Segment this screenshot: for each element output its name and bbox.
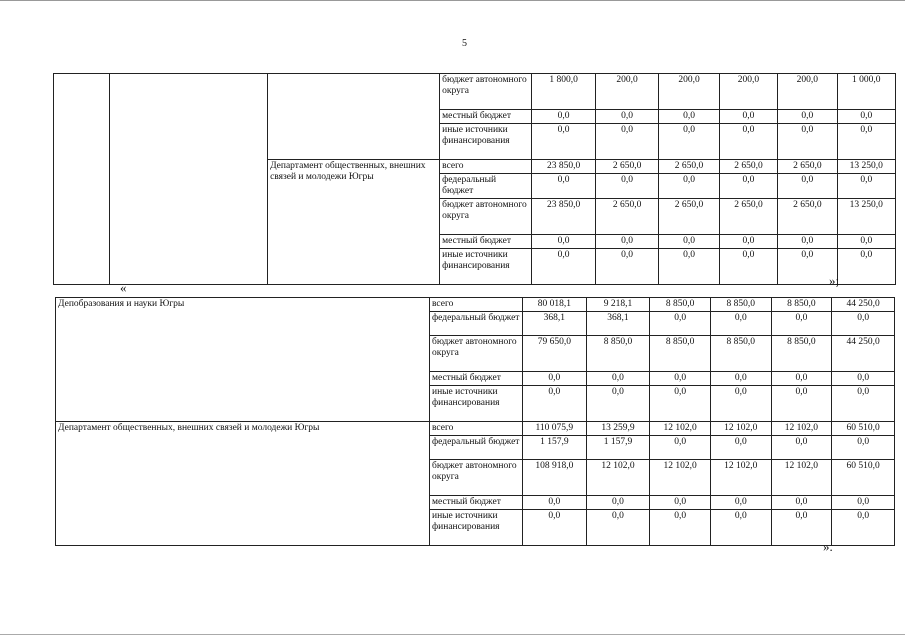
- funding-source: местный бюджет: [440, 110, 532, 124]
- department-name: Департамент общественных, внешних связей и молодежи Югры: [56, 422, 430, 546]
- value-cell: 200,0: [659, 74, 719, 110]
- value-cell: 13 250,0: [837, 199, 895, 235]
- value-cell: 0,0: [586, 496, 650, 510]
- funding-source: местный бюджет: [440, 235, 532, 249]
- value-cell: 0,0: [778, 124, 837, 160]
- value-cell: 0,0: [586, 510, 650, 546]
- value-cell: 0,0: [837, 124, 895, 160]
- funding-source: федеральный бюджет: [440, 174, 532, 199]
- value-cell: 0,0: [710, 510, 771, 546]
- funding-source: иные источники финансирования: [430, 510, 523, 546]
- value-cell: 0,0: [595, 249, 659, 285]
- value-cell: 0,0: [650, 510, 711, 546]
- funding-source: местный бюджет: [430, 496, 523, 510]
- value-cell: 13 259,9: [586, 422, 650, 436]
- value-cell: 0,0: [522, 496, 586, 510]
- value-cell: 0,0: [778, 235, 837, 249]
- value-cell: 9 218,1: [586, 298, 650, 312]
- value-cell: 1 000,0: [837, 74, 895, 110]
- value-cell: 8 850,0: [710, 336, 771, 372]
- quote-close-1: »;: [829, 273, 840, 288]
- value-cell: 200,0: [778, 74, 837, 110]
- value-cell: 0,0: [650, 372, 711, 386]
- table-row: [56, 422, 895, 436]
- value-cell: 1 157,9: [522, 436, 586, 460]
- scan-edge-bottom: [0, 634, 905, 635]
- value-cell: 0,0: [659, 110, 719, 124]
- value-cell: 368,1: [586, 312, 650, 336]
- value-cell: 0,0: [719, 249, 777, 285]
- value-cell: 0,0: [778, 110, 837, 124]
- value-cell: 8 850,0: [650, 336, 711, 372]
- value-cell: 0,0: [522, 386, 586, 422]
- value-cell: 0,0: [710, 436, 771, 460]
- funding-source: бюджет автономного округа: [440, 74, 532, 110]
- value-cell: 1 157,9: [586, 436, 650, 460]
- department-name: Депобразования и науки Югры: [56, 298, 430, 422]
- value-cell: 200,0: [595, 74, 659, 110]
- value-cell: 12 102,0: [650, 422, 711, 436]
- value-cell: 8 850,0: [771, 298, 832, 312]
- value-cell: 79 650,0: [522, 336, 586, 372]
- value-cell: 12 102,0: [586, 460, 650, 496]
- value-cell: 60 510,0: [832, 460, 895, 496]
- value-cell: 108 918,0: [522, 460, 586, 496]
- value-cell: 0,0: [837, 174, 895, 199]
- value-cell: 0,0: [710, 312, 771, 336]
- value-cell: 0,0: [650, 436, 711, 460]
- value-cell: 0,0: [532, 235, 596, 249]
- value-cell: 8 850,0: [771, 336, 832, 372]
- value-cell: 0,0: [719, 174, 777, 199]
- value-cell: 23 850,0: [532, 199, 596, 235]
- value-cell: 0,0: [778, 174, 837, 199]
- value-cell: 0,0: [659, 124, 719, 160]
- value-cell: 0,0: [659, 249, 719, 285]
- funding-source: бюджет автономного округа: [440, 199, 532, 235]
- value-cell: 0,0: [595, 174, 659, 199]
- value-cell: 0,0: [719, 110, 777, 124]
- funding-source: федеральный бюджет: [430, 436, 523, 460]
- funding-source: местный бюджет: [430, 372, 523, 386]
- value-cell: 0,0: [771, 496, 832, 510]
- value-cell: 0,0: [532, 124, 596, 160]
- value-cell: 12 102,0: [650, 460, 711, 496]
- value-cell: 0,0: [659, 174, 719, 199]
- value-cell: 0,0: [837, 249, 895, 285]
- table-row: [54, 74, 896, 110]
- value-cell: 2 650,0: [719, 199, 777, 235]
- value-cell: 368,1: [522, 312, 586, 336]
- table-row: [56, 298, 895, 312]
- value-cell: 0,0: [522, 372, 586, 386]
- value-cell: 110 075,9: [522, 422, 586, 436]
- value-cell: 0,0: [586, 386, 650, 422]
- value-cell: 44 250,0: [832, 336, 895, 372]
- value-cell: 0,0: [837, 235, 895, 249]
- quote-open: «: [120, 280, 127, 295]
- value-cell: 23 850,0: [532, 160, 596, 174]
- funding-source: федеральный бюджет: [430, 312, 523, 336]
- value-cell: 12 102,0: [710, 422, 771, 436]
- value-cell: 0,0: [595, 235, 659, 249]
- funding-table-1: [53, 73, 896, 285]
- value-cell: 0,0: [778, 249, 837, 285]
- page-number: 5: [462, 38, 467, 49]
- value-cell: 0,0: [595, 124, 659, 160]
- value-cell: 1 800,0: [532, 74, 596, 110]
- value-cell: 0,0: [832, 372, 895, 386]
- value-cell: 0,0: [832, 510, 895, 546]
- value-cell: 12 102,0: [771, 460, 832, 496]
- value-cell: 80 018,1: [522, 298, 586, 312]
- value-cell: 8 850,0: [710, 298, 771, 312]
- funding-source: всего: [430, 298, 523, 312]
- value-cell: 200,0: [719, 74, 777, 110]
- value-cell: 8 850,0: [650, 298, 711, 312]
- value-cell: 2 650,0: [719, 160, 777, 174]
- department-name: Департамент общественных, внешних связей и молодежи Югры: [268, 160, 440, 285]
- value-cell: 12 102,0: [710, 460, 771, 496]
- value-cell: 2 650,0: [778, 199, 837, 235]
- value-cell: 0,0: [659, 235, 719, 249]
- value-cell: 0,0: [532, 174, 596, 199]
- value-cell: 8 850,0: [586, 336, 650, 372]
- funding-table-2: [55, 297, 895, 546]
- value-cell: 0,0: [832, 436, 895, 460]
- quote-close-2: ».: [823, 539, 833, 554]
- value-cell: 0,0: [586, 372, 650, 386]
- value-cell: 0,0: [719, 235, 777, 249]
- empty-cell: [110, 74, 268, 285]
- value-cell: 2 650,0: [595, 199, 659, 235]
- value-cell: 0,0: [710, 386, 771, 422]
- value-cell: 0,0: [832, 496, 895, 510]
- value-cell: 0,0: [650, 496, 711, 510]
- scan-edge-top: [0, 0, 905, 1]
- value-cell: 0,0: [771, 312, 832, 336]
- funding-source: иные источники финансирования: [440, 249, 532, 285]
- funding-source: бюджет автономного округа: [430, 460, 523, 496]
- value-cell: 2 650,0: [659, 199, 719, 235]
- value-cell: 0,0: [719, 124, 777, 160]
- value-cell: 0,0: [832, 386, 895, 422]
- value-cell: 0,0: [837, 110, 895, 124]
- value-cell: 0,0: [650, 386, 711, 422]
- value-cell: 0,0: [710, 496, 771, 510]
- value-cell: 2 650,0: [595, 160, 659, 174]
- funding-source: иные источники финансирования: [430, 386, 523, 422]
- value-cell: 0,0: [532, 110, 596, 124]
- value-cell: 0,0: [771, 372, 832, 386]
- value-cell: 0,0: [771, 510, 832, 546]
- funding-source: бюджет автономного округа: [430, 336, 523, 372]
- value-cell: 0,0: [771, 386, 832, 422]
- value-cell: 2 650,0: [778, 160, 837, 174]
- value-cell: 0,0: [832, 312, 895, 336]
- value-cell: 13 250,0: [837, 160, 895, 174]
- empty-cell: [54, 74, 110, 285]
- value-cell: 0,0: [650, 312, 711, 336]
- value-cell: 0,0: [522, 510, 586, 546]
- value-cell: 44 250,0: [832, 298, 895, 312]
- value-cell: 0,0: [771, 436, 832, 460]
- funding-source: всего: [430, 422, 523, 436]
- value-cell: 2 650,0: [659, 160, 719, 174]
- value-cell: 0,0: [532, 249, 596, 285]
- value-cell: 0,0: [710, 372, 771, 386]
- value-cell: 60 510,0: [832, 422, 895, 436]
- empty-cell: [268, 74, 440, 160]
- value-cell: 12 102,0: [771, 422, 832, 436]
- value-cell: 0,0: [595, 110, 659, 124]
- funding-source: всего: [440, 160, 532, 174]
- funding-source: иные источники финансирования: [440, 124, 532, 160]
